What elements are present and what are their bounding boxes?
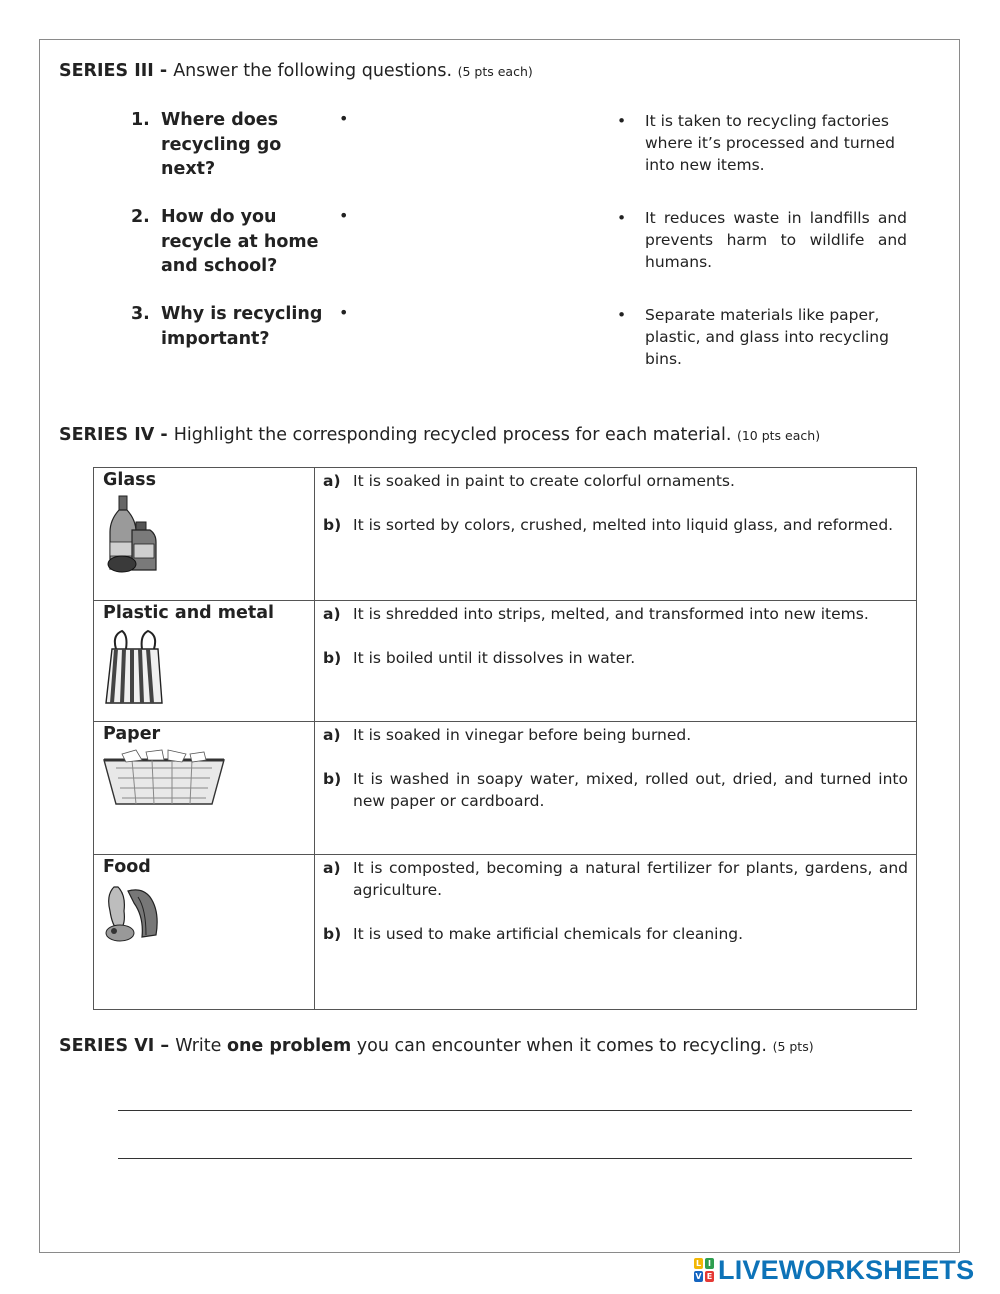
series-3-heading — [59, 61, 533, 81]
option-text: It is soaked in vinegar before being burned. — [353, 726, 692, 744]
answer-drop-target-3[interactable]: • — [339, 303, 349, 322]
question-3 — [131, 302, 331, 351]
table-row — [94, 601, 917, 722]
question-2 — [131, 205, 331, 279]
food-scraps-icon — [102, 881, 164, 943]
logo-blocks — [694, 1258, 714, 1282]
glass-bottles-icon — [102, 494, 162, 574]
option-text: It is composted, becoming a natural fertilizer for plants, gardens, and agriculture. — [353, 859, 908, 899]
answer-text: It is taken to recycling factories where it’s processed and turned into new items. — [645, 112, 895, 174]
material-cell — [94, 722, 315, 855]
option-a[interactable] — [323, 603, 908, 625]
plastic-bag-icon — [102, 627, 166, 707]
question-text: How do you recycle at home and school? — [161, 207, 319, 276]
question-number: 2. — [131, 207, 150, 227]
series-6-pre: Write — [175, 1036, 227, 1056]
series-3-label: SERIES III - — [59, 61, 174, 81]
logo-block-e: E — [706, 1272, 713, 1281]
answer-option-1[interactable] — [617, 110, 907, 176]
series-6-post: you can encounter when it comes to recycling. — [351, 1036, 767, 1056]
table-row — [94, 722, 917, 855]
option-a[interactable] — [323, 857, 908, 901]
material-name: Paper — [103, 724, 161, 744]
answer-line-1[interactable] — [118, 1110, 912, 1111]
question-1 — [131, 108, 331, 182]
series-3-points: (5 pts each) — [457, 64, 533, 79]
material-name: Food — [103, 857, 151, 877]
series-4-points: (10 pts each) — [736, 428, 821, 443]
question-text: Why is recycling important? — [161, 304, 323, 349]
bullet: • — [617, 112, 627, 130]
answer-drop-target-2[interactable]: • — [339, 206, 349, 225]
option-text: It is soaked in paint to create colorful ornaments. — [353, 472, 735, 490]
liveworksheets-logo[interactable] — [694, 1254, 975, 1285]
series-4-instruction: Highlight the corresponding recycled process for each material. — [173, 425, 732, 445]
bullet: • — [617, 209, 627, 227]
option-a[interactable] — [323, 724, 908, 746]
series-4-heading — [59, 425, 820, 445]
option-letter: b) — [323, 770, 342, 788]
option-text: It is boiled until it dissolves in water. — [353, 649, 636, 667]
answer-option-2[interactable] — [617, 207, 907, 273]
paper-basket-icon — [102, 748, 226, 808]
table-row — [94, 468, 917, 601]
answer-text: Separate materials like paper, plastic, and glass into recycling bins. — [645, 306, 889, 368]
option-b[interactable] — [323, 923, 908, 945]
series-6-heading — [59, 1036, 814, 1056]
series-4-label: SERIES IV - — [59, 425, 174, 445]
option-b[interactable] — [323, 514, 908, 536]
answer-text: It reduces waste in landfills and prevents harm to wildlife and humans. — [645, 209, 907, 271]
option-letter: a) — [323, 472, 341, 490]
option-letter: a) — [323, 859, 341, 877]
option-letter: a) — [323, 605, 341, 623]
option-b[interactable] — [323, 647, 908, 669]
option-letter: b) — [323, 516, 342, 534]
series-3-instruction: Answer the following questions. — [173, 61, 453, 81]
answer-drop-target-1[interactable]: • — [339, 109, 349, 128]
option-text: It is sorted by colors, crushed, melted into liquid glass, and reformed. — [353, 516, 894, 534]
series-6-bold: one problem — [226, 1036, 352, 1056]
series-6-label: SERIES VI – — [59, 1036, 176, 1056]
logo-text: LIVEWORKSHEETS — [718, 1254, 975, 1285]
material-name: Glass — [103, 470, 157, 490]
logo-block-l: L — [695, 1259, 702, 1268]
option-b[interactable] — [323, 768, 908, 812]
question-number: 1. — [131, 110, 150, 130]
options-cell — [315, 468, 917, 601]
option-letter: a) — [323, 726, 341, 744]
options-cell — [315, 855, 917, 1010]
table-row — [94, 855, 917, 1010]
material-name: Plastic and metal — [103, 603, 275, 623]
material-cell — [94, 855, 315, 1010]
option-text: It is used to make artificial chemicals for cleaning. — [353, 925, 744, 943]
answer-option-3[interactable] — [617, 304, 907, 370]
option-letter: b) — [323, 925, 342, 943]
material-cell — [94, 468, 315, 601]
series-6-points: (5 pts) — [772, 1039, 814, 1054]
options-cell — [315, 601, 917, 722]
bullet: • — [617, 306, 627, 324]
materials-table — [93, 467, 917, 1010]
option-a[interactable] — [323, 470, 908, 492]
answer-line-2[interactable] — [118, 1158, 912, 1159]
logo-block-i: I — [705, 1258, 714, 1269]
question-number: 3. — [131, 304, 150, 324]
material-cell — [94, 601, 315, 722]
option-text: It is washed in soapy water, mixed, rolled out, dried, and turned into new paper or cardboard. — [353, 770, 908, 810]
question-text: Where does recycling go next? — [161, 110, 282, 179]
options-cell — [315, 722, 917, 855]
logo-block-v: V — [695, 1272, 702, 1281]
option-letter: b) — [323, 649, 342, 667]
option-text: It is shredded into strips, melted, and transformed into new items. — [353, 605, 869, 623]
